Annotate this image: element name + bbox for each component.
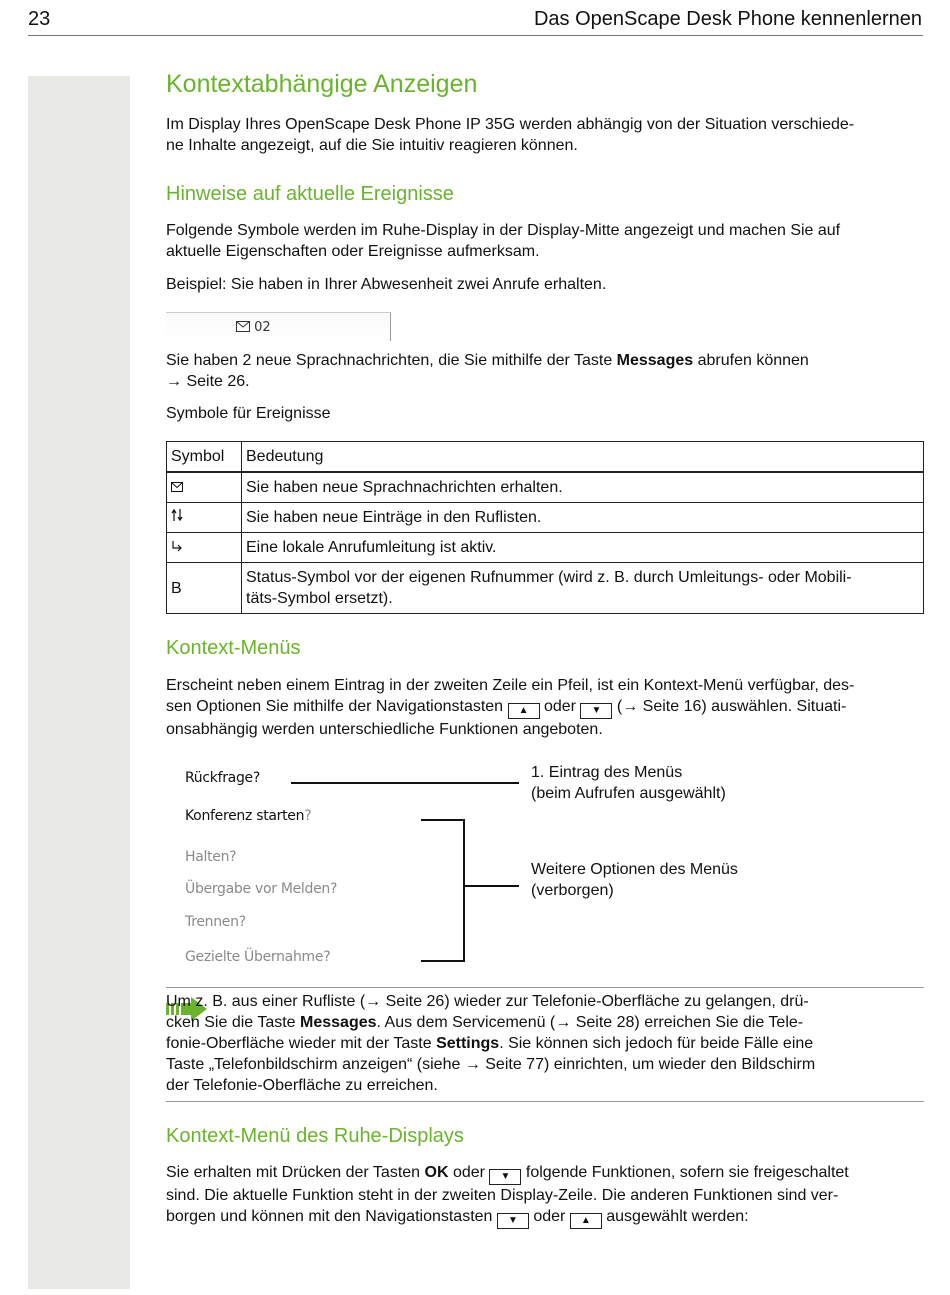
ruhe-line-2: sind. Die aktuelle Funktion steht in der zweiten Display-Zeile. Die anderen Funktionen sind ver-: [166, 1187, 839, 1204]
menu-item-hidden: Halten?: [185, 849, 237, 865]
call-forward-icon: [171, 540, 183, 552]
section-title-ruhe-display-menue: Kontext-Menü des Ruhe-Displays: [166, 1125, 464, 1147]
envelope-icon: [236, 321, 250, 332]
messages-key-label: Messages: [616, 352, 694, 369]
status-symbol-line-1: Status-Symbol vor der eigenen Rufnummer (wird z. B. durch Umleitungs- oder Mobili-: [246, 569, 852, 586]
hinweise-line-1: Folgende Symbole werden im Ruhe-Display in der Display-Mitte angezeigt und machen Sie auf: [166, 222, 841, 239]
table-cell-symbol: [167, 533, 242, 563]
menu-item-hidden: Gezielte Übernahme?: [185, 949, 331, 965]
table-header-symbol: Symbol: [167, 442, 242, 473]
messages-text-a: Sie haben 2 neue Sprachnachrichten, die Sie mithilfe der Taste: [166, 352, 617, 369]
display-example: [166, 312, 391, 341]
example-paragraph: Beispiel: Sie haben in Ihrer Abwesenheit zwei Anrufe erhalten.: [166, 276, 607, 293]
bracket-top: [421, 819, 465, 821]
ok-key-label: OK: [424, 1164, 449, 1181]
ruhe-line-3c: ausgewählt werden:: [601, 1208, 749, 1225]
table-cell-symbol: [167, 472, 242, 503]
menu-item-second-label: Konferenz starten: [185, 808, 305, 824]
bracket-bottom: [421, 960, 465, 962]
note-paragraph: [166, 991, 924, 1096]
table-row: [167, 533, 924, 563]
event-symbols-table: [166, 441, 924, 614]
display-example-value: 02: [254, 320, 271, 335]
page-number: 23: [28, 8, 51, 30]
left-margin-bar: [28, 76, 130, 1289]
table-cell-symbol: [167, 503, 242, 533]
nav-down-key-icon: ▼: [497, 1213, 529, 1229]
messages-paragraph: [166, 350, 924, 392]
note-line-4: Taste „Telefonbildschirm anzeigen“ (siehe → Seite 77) einrichten, um wieder den Bildschirm: [166, 1056, 816, 1073]
nav-down-key-icon: ▼: [580, 703, 612, 719]
note-line-2a: cken Sie die Taste: [166, 1014, 301, 1031]
kontext-line-2b: oder: [539, 698, 581, 715]
table-row: [167, 563, 924, 614]
ruhe-line-3a: borgen und können mit den Navigationstasten: [166, 1208, 497, 1225]
nav-up-key-icon: ▲: [570, 1213, 602, 1229]
note-line-2b: . Aus dem Servicemenü (→ Seite 28) erreichen Sie die Tele-: [376, 1014, 804, 1031]
kontext-menues-paragraph: [166, 675, 924, 740]
table-cell-meaning: [242, 563, 924, 614]
pointer-line-first: [291, 782, 519, 784]
table-row: [167, 503, 924, 533]
label-first-line-1: 1. Eintrag des Menüs: [531, 764, 683, 781]
call-list-icon: [171, 508, 183, 522]
table-cell-meaning: Sie haben neue Sprachnachrichten erhalten.: [242, 472, 924, 503]
note-settings-key: Settings: [436, 1035, 500, 1052]
menu-item-second: [185, 806, 311, 827]
messages-text-b: abrufen können: [693, 352, 809, 369]
note-line-3a: fonie-Oberfläche wieder mit der Taste: [166, 1035, 437, 1052]
hinweise-paragraph: [166, 220, 924, 262]
menu-item-hidden: Übergabe vor Melden?: [185, 881, 338, 897]
menu-item-first: Rückfrage?: [185, 770, 260, 786]
nav-down-key-icon: ▼: [489, 1169, 521, 1185]
menu-item-second-arrow: ?: [304, 808, 312, 824]
label-more-options: [531, 859, 738, 901]
hinweise-line-2: aktuelle Eigenschaften oder Ereignisse aufmerksam.: [166, 243, 540, 260]
note-line-1: Um z. B. aus einer Rufliste (→ Seite 26) wieder zur Telefonie-Oberfläche zu gelangen, drü-: [166, 993, 809, 1010]
label-more-line-2: (verborgen): [531, 882, 614, 899]
table-row: [167, 472, 924, 503]
ruhe-line-3b: oder: [528, 1208, 570, 1225]
ruhe-line-1a: Sie erhalten mit Drücken der Tasten: [166, 1164, 425, 1181]
status-symbol-line-2: täts-Symbol ersetzt).: [246, 590, 393, 607]
kontext-line-2c: (→ Seite 16) auswählen. Situati-: [612, 698, 847, 715]
note-line-3b: . Sie können sich jedoch für beide Fälle eine: [499, 1035, 814, 1052]
table-caption: Symbole für Ereignisse: [166, 405, 331, 422]
running-header-title: Das OpenScape Desk Phone kennenlernen: [533, 8, 922, 30]
section-title-kontextabhaengige-anzeigen: Kontextabhängige Anzeigen: [166, 70, 478, 98]
ruhe-line-1c: folgende Funktionen, sofern sie freigeschaltet: [521, 1164, 849, 1181]
header-divider: [28, 35, 923, 36]
label-first-line-2: (beim Aufrufen ausgewählt): [531, 785, 726, 802]
note-line-5: der Telefonie-Oberfläche zu erreichen.: [166, 1077, 438, 1094]
nav-up-key-icon: ▲: [508, 703, 540, 719]
intro-line-2: ne Inhalte angezeigt, auf die Sie intuitiv reagieren können.: [166, 137, 578, 154]
label-more-line-1: Weitere Optionen des Menüs: [531, 861, 738, 878]
intro-line-1: Im Display Ihres OpenScape Desk Phone IP 35G werden abhängig von der Situation verschiede-: [166, 116, 855, 133]
table-cell-symbol: B: [167, 563, 242, 614]
ruhe-display-paragraph: [166, 1162, 924, 1229]
display-example-content: [236, 317, 271, 338]
intro-paragraph: [166, 114, 924, 156]
bracket-vertical: [463, 819, 465, 962]
envelope-icon: [171, 482, 183, 492]
label-first-entry: [531, 762, 726, 804]
section-title-hinweise: Hinweise auf aktuelle Ereignisse: [166, 183, 454, 205]
table-cell-meaning: Eine lokale Anrufumleitung ist aktiv.: [242, 533, 924, 563]
section-title-kontext-menues: Kontext-Menüs: [166, 637, 301, 659]
note-bottom-rule: [166, 1101, 924, 1102]
menu-item-hidden: Trennen?: [185, 914, 246, 930]
table-header-row: [167, 442, 924, 473]
messages-page-ref: → Seite 26.: [166, 373, 250, 390]
table-cell-meaning: Sie haben neue Einträge in den Ruflisten.: [242, 503, 924, 533]
note-top-rule: [166, 987, 924, 988]
kontext-line-3: onsabhängig werden unterschiedliche Funktionen angeboten.: [166, 721, 603, 738]
ruhe-line-1b: oder: [448, 1164, 490, 1181]
bracket-pointer: [465, 885, 519, 887]
table-header-meaning: Bedeutung: [242, 442, 924, 473]
kontext-line-2a: sen Optionen Sie mithilfe der Navigationstasten: [166, 698, 508, 715]
note-messages-key: Messages: [300, 1014, 377, 1031]
kontext-line-1: Erscheint neben einem Eintrag in der zweiten Zeile ein Pfeil, ist ein Kontext-Menü verfügbar, des-: [166, 677, 855, 694]
